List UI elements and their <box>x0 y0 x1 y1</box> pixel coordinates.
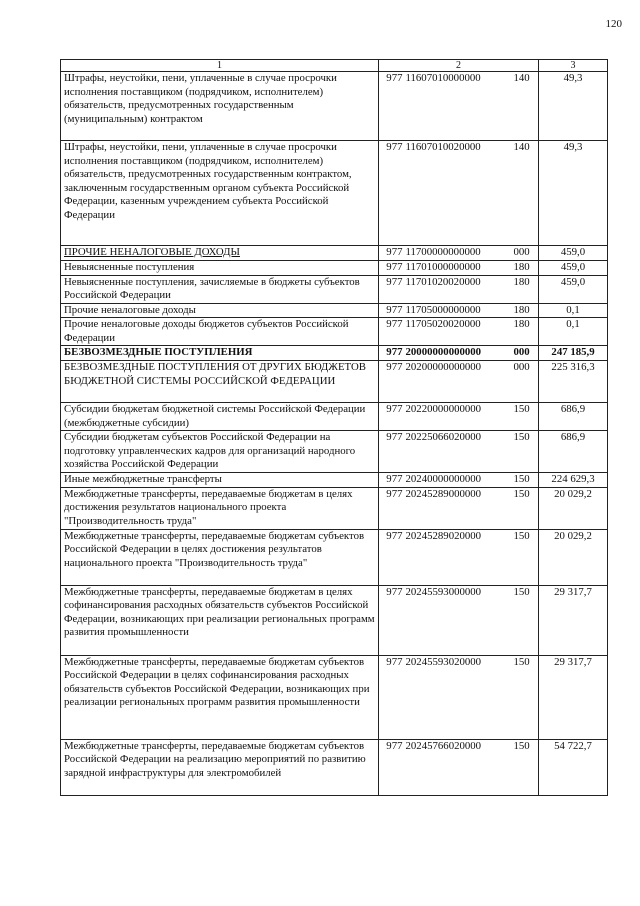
row-amount: 0,1 <box>539 318 608 346</box>
row-amount: 225 316,3 <box>539 361 608 403</box>
row-name: Прочие неналоговые доходы <box>61 303 379 318</box>
row-amount: 49,3 <box>539 72 608 141</box>
row-admin-code: 977 <box>379 318 403 346</box>
row-amount: 459,0 <box>539 261 608 276</box>
table-row <box>61 261 608 276</box>
row-admin-code: 977 <box>379 431 403 473</box>
row-amount: 459,0 <box>539 246 608 261</box>
row-subtype-code: 140 <box>513 72 539 141</box>
row-subtype-code: 150 <box>513 739 539 795</box>
row-amount: 20 029,2 <box>539 529 608 585</box>
row-revenue-code: 11701020020000 <box>403 275 513 303</box>
row-revenue-code: 11607010020000 <box>403 141 513 246</box>
row-admin-code: 977 <box>379 739 403 795</box>
header-col-2: 2 <box>379 60 539 72</box>
row-amount: 29 317,7 <box>539 655 608 739</box>
row-amount: 0,1 <box>539 303 608 318</box>
table-row <box>61 141 608 246</box>
row-name: Невыясненные поступления, зачисляемые в бюджеты субъектов Российской Федерации <box>61 275 379 303</box>
row-subtype-code: 150 <box>513 473 539 488</box>
row-admin-code: 977 <box>379 261 403 276</box>
table-row <box>61 739 608 795</box>
table-row <box>61 346 608 361</box>
row-revenue-code: 20200000000000 <box>403 361 513 403</box>
revenue-table <box>60 59 608 796</box>
row-subtype-code: 150 <box>513 487 539 529</box>
table-row <box>61 246 608 261</box>
row-amount: 29 317,7 <box>539 585 608 655</box>
row-admin-code: 977 <box>379 403 403 431</box>
row-name: БЕЗВОЗМЕЗДНЫЕ ПОСТУПЛЕНИЯ <box>61 346 379 361</box>
row-revenue-code: 20240000000000 <box>403 473 513 488</box>
row-admin-code: 977 <box>379 275 403 303</box>
row-admin-code: 977 <box>379 346 403 361</box>
row-subtype-code: 000 <box>513 246 539 261</box>
row-revenue-code: 11701000000000 <box>403 261 513 276</box>
row-subtype-code: 000 <box>513 346 539 361</box>
row-amount: 54 722,7 <box>539 739 608 795</box>
row-name: Субсидии бюджетам бюджетной системы Российской Федерации (межбюджетные субсидии) <box>61 403 379 431</box>
row-admin-code: 977 <box>379 72 403 141</box>
row-revenue-code: 11705020020000 <box>403 318 513 346</box>
row-admin-code: 977 <box>379 655 403 739</box>
row-admin-code: 977 <box>379 585 403 655</box>
row-admin-code: 977 <box>379 246 403 261</box>
row-amount: 224 629,3 <box>539 473 608 488</box>
row-admin-code: 977 <box>379 529 403 585</box>
row-subtype-code: 180 <box>513 303 539 318</box>
row-revenue-code: 20245593020000 <box>403 655 513 739</box>
row-name: Штрафы, неустойки, пени, уплаченные в случае просрочки исполнения поставщиком (подрядчиком, исполнителем) обязательств, предусмотренных государственным (муниципальным) контрактом <box>61 72 379 141</box>
header-col-1: 1 <box>61 60 379 72</box>
row-amount: 686,9 <box>539 403 608 431</box>
row-revenue-code: 20245593000000 <box>403 585 513 655</box>
table-row <box>61 655 608 739</box>
row-amount: 686,9 <box>539 431 608 473</box>
table-row <box>61 72 608 141</box>
table-row <box>61 431 608 473</box>
row-revenue-code: 11705000000000 <box>403 303 513 318</box>
row-name: БЕЗВОЗМЕЗДНЫЕ ПОСТУПЛЕНИЯ ОТ ДРУГИХ БЮДЖЕТОВ БЮДЖЕТНОЙ СИСТЕМЫ РОССИЙСКОЙ ФЕДЕРАЦИИ <box>61 361 379 403</box>
row-subtype-code: 180 <box>513 275 539 303</box>
row-subtype-code: 150 <box>513 585 539 655</box>
row-admin-code: 977 <box>379 361 403 403</box>
row-admin-code: 977 <box>379 487 403 529</box>
row-name: Субсидии бюджетам субъектов Российской Федерации на подготовку управленческих кадров для организаций народного хозяйства Российской Федерации <box>61 431 379 473</box>
row-revenue-code: 11700000000000 <box>403 246 513 261</box>
row-name: Прочие неналоговые доходы бюджетов субъектов Российской Федерации <box>61 318 379 346</box>
row-name: Невыясненные поступления <box>61 261 379 276</box>
row-subtype-code: 180 <box>513 261 539 276</box>
row-name: ПРОЧИЕ НЕНАЛОГОВЫЕ ДОХОДЫ <box>61 246 379 261</box>
row-subtype-code: 180 <box>513 318 539 346</box>
row-subtype-code: 150 <box>513 655 539 739</box>
row-name: Межбюджетные трансферты, передаваемые бюджетам в целях достижения результатов национального проекта "Производительность труда" <box>61 487 379 529</box>
row-name: Штрафы, неустойки, пени, уплаченные в случае просрочки исполнения поставщиком (подрядчиком, исполнителем) обязательств, предусмотренных государственным контрактом, заключенным государственным органом субъекта Российской Федерации, казенным учреждением субъекта Российской Федерации <box>61 141 379 246</box>
page-number: 120 <box>605 18 622 30</box>
row-amount: 20 029,2 <box>539 487 608 529</box>
header-col-3: 3 <box>539 60 608 72</box>
table-row <box>61 529 608 585</box>
table-row <box>61 473 608 488</box>
table-row <box>61 403 608 431</box>
row-admin-code: 977 <box>379 141 403 246</box>
row-revenue-code: 20220000000000 <box>403 403 513 431</box>
row-name: Иные межбюджетные трансферты <box>61 473 379 488</box>
row-name: Межбюджетные трансферты, передаваемые бюджетам субъектов Российской Федерации на реализацию мероприятий по развитию зарядной инфраструктуры для электромобилей <box>61 739 379 795</box>
row-revenue-code: 20245289000000 <box>403 487 513 529</box>
row-revenue-code: 20225066020000 <box>403 431 513 473</box>
table-header-row <box>61 60 608 72</box>
row-subtype-code: 150 <box>513 403 539 431</box>
row-amount: 459,0 <box>539 275 608 303</box>
row-subtype-code: 140 <box>513 141 539 246</box>
row-amount: 49,3 <box>539 141 608 246</box>
row-subtype-code: 000 <box>513 361 539 403</box>
row-name: Межбюджетные трансферты, передаваемые бюджетам субъектов Российской Федерации в целях достижения результатов национального проекта "Производительность труда" <box>61 529 379 585</box>
revenue-table-sheet <box>60 59 607 796</box>
row-admin-code: 977 <box>379 473 403 488</box>
table-row <box>61 487 608 529</box>
table-row <box>61 361 608 403</box>
row-name: Межбюджетные трансферты, передаваемые бюджетам субъектов Российской Федерации в целях софинансирования расходных обязательств субъектов Российской Федерации, возникающих при реализации региональных программ развития промышленности <box>61 655 379 739</box>
table-row <box>61 585 608 655</box>
row-amount: 247 185,9 <box>539 346 608 361</box>
table-row <box>61 303 608 318</box>
row-admin-code: 977 <box>379 303 403 318</box>
row-subtype-code: 150 <box>513 431 539 473</box>
row-revenue-code: 11607010000000 <box>403 72 513 141</box>
row-name: Межбюджетные трансферты, передаваемые бюджетам в целях софинансирования расходных обязательств субъектов Российской Федерации, возникающих при реализации региональных программ развития промышленности <box>61 585 379 655</box>
table-row <box>61 275 608 303</box>
table-row <box>61 318 608 346</box>
row-revenue-code: 20245766020000 <box>403 739 513 795</box>
row-revenue-code: 20000000000000 <box>403 346 513 361</box>
row-revenue-code: 20245289020000 <box>403 529 513 585</box>
row-subtype-code: 150 <box>513 529 539 585</box>
